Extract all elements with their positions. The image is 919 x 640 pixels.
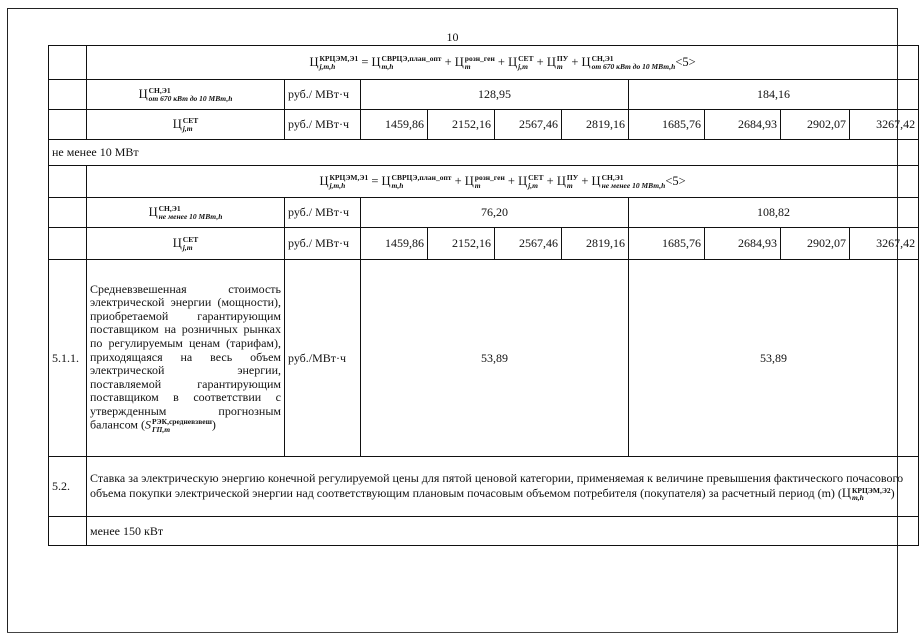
set-value: 2152,16 [428,228,495,260]
sn-value-b: 108,82 [629,198,919,228]
set-value: 1685,76 [629,228,705,260]
section-label-150kw: менее 150 кВт [87,517,919,546]
unit-cell: руб./ МВт·ч [285,110,361,140]
sn-value-a: 76,20 [361,198,629,228]
empty-number-cell [49,46,87,80]
empty-number-cell [49,166,87,198]
set-value: 3267,42 [850,110,919,140]
set-value: 2567,46 [495,228,562,260]
bottom-edge [7,632,898,636]
set-value: 2819,16 [562,110,629,140]
empty-number-cell [49,198,87,228]
empty-number-cell [49,80,87,110]
item-row-5-2 [49,457,919,517]
empty-number-cell [49,110,87,140]
item-description: Средневзвешенная стоимость электрической энергии (мощности), приобретаемой гарантирующим поставщиком на розничных рынках по регулируемым ценам (тарифам), приходящаяся на весь объем электрической энергии, поставляемой гарантирующим поставщиком в соответствии с утвержденным прогнозным балансом (S РЭК,средневзвеш ГП,m ) [87,260,285,457]
set-value: 2684,93 [705,228,781,260]
formula-row-670 [49,46,919,80]
item-number: 5.1.1. [49,260,87,457]
set-label-1: Ц СЕТ j,m [87,110,285,140]
unit-cell: руб./ МВт·ч [285,198,361,228]
item-description: Ставка за электрическую энергию конечной регулируемой цены для пятой ценовой категории, применяемая к величине превышения фактического почасового объема покупки электрической энергии над соответствующим плановым почасовым объемом потребителя (покупателя) за расчетный период (m) (Ц КРЦЭМ,Э2 m,h ) [87,457,919,517]
empty-number-cell [49,228,87,260]
formula-row-10 [49,166,919,198]
set-value: 1685,76 [629,110,705,140]
sn-row-10 [49,198,919,228]
set-value: 2902,07 [781,228,850,260]
set-value: 2819,16 [562,228,629,260]
set-value: 2152,16 [428,110,495,140]
set-value: 2902,07 [781,110,850,140]
item-row-5-1-1 [49,260,919,457]
sn-value-b: 184,16 [629,80,919,110]
sn-value-a: 128,95 [361,80,629,110]
sn-row-670 [49,80,919,110]
empty-number-cell [49,517,87,546]
set-value: 1459,86 [361,228,428,260]
set-value: 2684,93 [705,110,781,140]
item-value-a: 53,89 [361,260,629,457]
sn-label-670: Ц СН,Э1 от 670 кВт до 10 МВт,h [87,80,285,110]
tariff-table [48,45,919,546]
unit-cell: руб./ МВт·ч [285,228,361,260]
item-value-b: 53,89 [629,260,919,457]
sn-label-10: Ц СН,Э1 не менее 10 МВт,h [87,198,285,228]
set-value: 2567,46 [495,110,562,140]
set-value: 3267,42 [850,228,919,260]
unit-cell: руб./МВт·ч [285,260,361,457]
formula-670: Ц КРЦЭМ,Э1 j,m,h = Ц СВРЦЭ,план_опт m,h + Ц розн_ген m + Ц СЕТ j,m + Ц ПУ m + Ц СН,Э1 от 670 кВт до 10 МВт,h <5> [87,46,919,80]
set-label-2: Ц СЕТ j,m [87,228,285,260]
page-number: 10 [446,30,459,44]
unit-cell: руб./ МВт·ч [285,80,361,110]
item-number: 5.2. [49,457,87,517]
set-row-1 [49,110,919,140]
section-label-10mw: не менее 10 МВт [49,140,919,166]
section-row-10mw [49,140,919,166]
formula-10: Ц КРЦЭМ,Э1 j,m,h = Ц СВРЦЭ,план_опт m,h + Ц розн_ген m + Ц СЕТ j,m + Ц ПУ m + Ц СН,Э1 не менее 10 МВт,h <5> [87,166,919,198]
section-row-150kw [49,517,919,546]
set-row-2 [49,228,919,260]
set-value: 1459,86 [361,110,428,140]
